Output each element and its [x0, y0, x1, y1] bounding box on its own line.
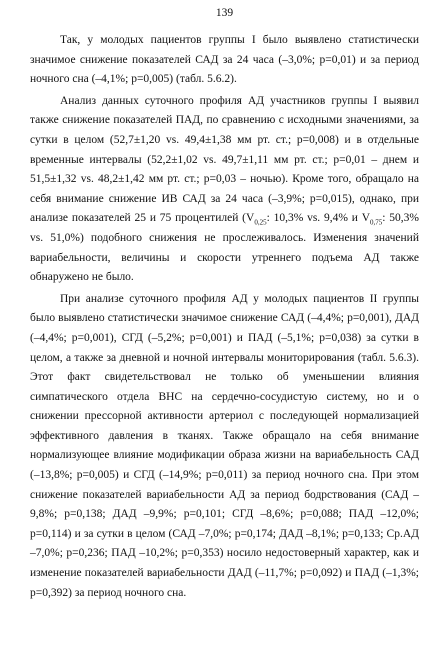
- paragraph-2: [30, 92, 419, 288]
- subscript-025: 0,25: [254, 218, 267, 227]
- subscript-075: 0,75: [370, 218, 383, 227]
- paragraph-2-text: Анализ данных суточного профиля АД участников группы I выявил также снижение показателей ПАД, по сравнению с исходными значениями, за сутки в целом (52,7±1,20 vs. 49,4±1,38 мм рт. ст.; p=0,008) и в отдельные временные интервалы (52,2±1,02 vs. 49,7±1,11 мм рт. ст.; p=0,01 – днем и 51,5±1,32 vs. 48,2±1,42 мм рт. ст.; p=0,03 – ночью). Кроме того, обращало на себя внимание снижение ИВ САД за 24 часа (–3,9%; p=0,015), однако, при анализе показателей 25 и 75 процентилей (V: [30, 94, 419, 225]
- page-number: 139: [215, 7, 234, 19]
- paragraph-2-continuation: Изменения значений вариабельности, величины и скорости утреннего подъема АД также обнаружено не было.: [30, 231, 419, 284]
- paragraph-2-tail: : 50,3% vs. 51,0%) подобного снижения не прослеживалось.: [30, 212, 420, 244]
- paragraph-2-between: : 10,3% vs. 9,4% и V: [266, 212, 371, 225]
- paragraph-1: Так, у молодых пациентов группы I было выявлено статистически значимое снижение показателей САД за 24 часа (–3,0%; p=0,01) и за период ночного сна (–4,1%; p=0,005) (табл. 5.6.2).: [30, 34, 419, 86]
- paragraph-3: При анализе суточного профиля АД у молодых пациентов II группы было выявлено статистически значимое снижение САД (–4,4%; p=0,001), ДАД (–4,4%; p=0,001), СГД (–5,2%; p=0,001) и ПАД (–5,1%; p=0,038) за сутки в целом, а также за дневной и ночной интервалы мониторирования (табл. 5.6.3). Этот факт свидетельствовал не только об уменьшении влияния симпатического отдела ВНС на сердечно-сосудистую систему, но и о снижении прессорной активности артериол с последующей нормализацией эффективного давления в тканях. Также обращало на себя внимание нормализующее влияние модификации образа жизни на вариабельность САД (–13,8%; p=0,005) и СГД (–14,9%; p=0,011) за период ночного сна. При этом снижение показателей вариабельности АД за период бодрствования (САД – 9,8%; p=0,138; ДАД –9,9%; p=0,101; СГД –8,6%; p=0,088; ПАД –12,0%; p=0,114) и за сутки в целом (САД –7,0%; p=0,174; ДАД –8,1%; p=0,133; Ср.АД –7,0%; p=0,236; ПАД –10,2%; p=0,353) носило недостоверный характер, как и изменение показателей вариабельности ДАД (–11,7%; p=0,092) и ПАД (–1,3%; p=0,392) за период ночного сна.: [30, 292, 419, 599]
